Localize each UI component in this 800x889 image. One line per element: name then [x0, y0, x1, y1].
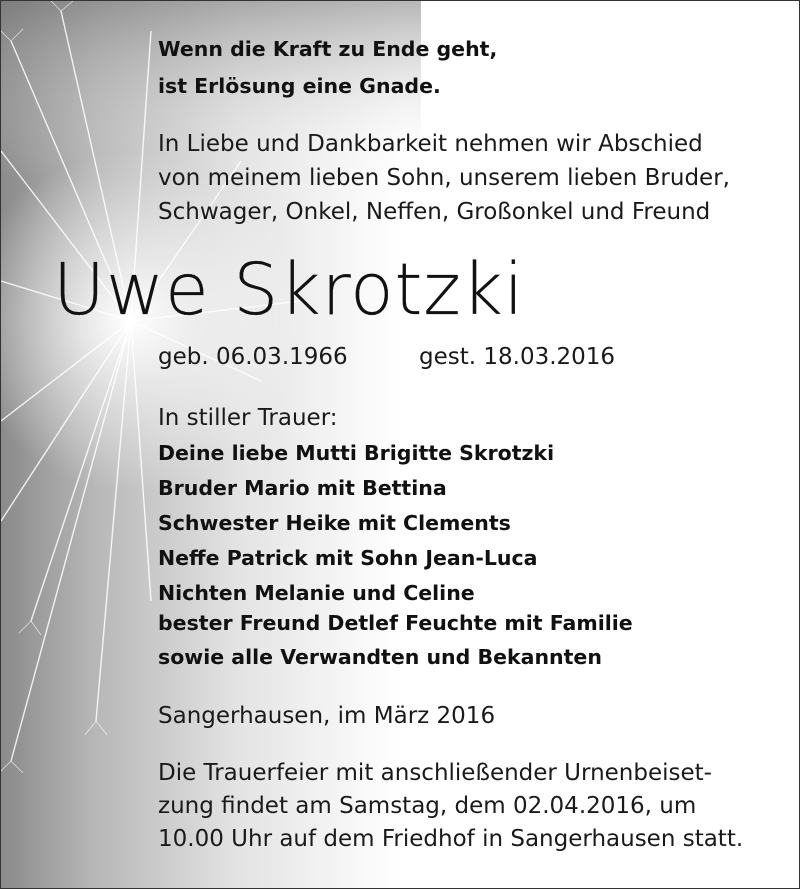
funeral-line: zung findet am Samstag, dem 02.04.2016, um [158, 793, 697, 819]
intro-line: von meinem lieben Sohn, unserem lieben Bruder, [158, 165, 730, 191]
mourner-line: Neffe Patrick mit Sohn Jean-Luca [158, 546, 538, 570]
funeral-line: 10.00 Uhr auf dem Friedhof in Sangerhausen statt. [158, 826, 744, 852]
mourner-line: sowie alle Verwandten und Bekannten [158, 645, 602, 669]
mourner-line: Schwester Heike mit Clements [158, 511, 511, 535]
death-date: gest. 18.03.2016 [419, 344, 616, 370]
mourners-heading: In stiller Trauer: [158, 405, 338, 431]
mourner-line: Nichten Melanie und Celine [158, 581, 475, 605]
funeral-line: Die Trauerfeier mit anschließender Urnenbeiset- [158, 760, 712, 786]
motto-line: ist Erlösung eine Gnade. [158, 74, 441, 98]
intro-line: Schwager, Onkel, Neffen, Großonkel und Freund [158, 199, 711, 225]
place-date: Sangerhausen, im März 2016 [158, 703, 496, 729]
mourner-line: bester Freund Detlef Feuchte mit Familie [158, 611, 633, 635]
mourner-line: Deine liebe Mutti Brigitte Skrotzki [158, 441, 555, 465]
intro-line: In Liebe und Dankbarkeit nehmen wir Abschied [158, 131, 703, 157]
mourner-line: Bruder Mario mit Bettina [158, 476, 447, 500]
motto-line: Wenn die Kraft zu Ende geht, [158, 37, 498, 61]
deceased-name: Uwe Skrotzki [53, 248, 525, 331]
birth-date: geb. 06.03.1966 [158, 344, 348, 370]
